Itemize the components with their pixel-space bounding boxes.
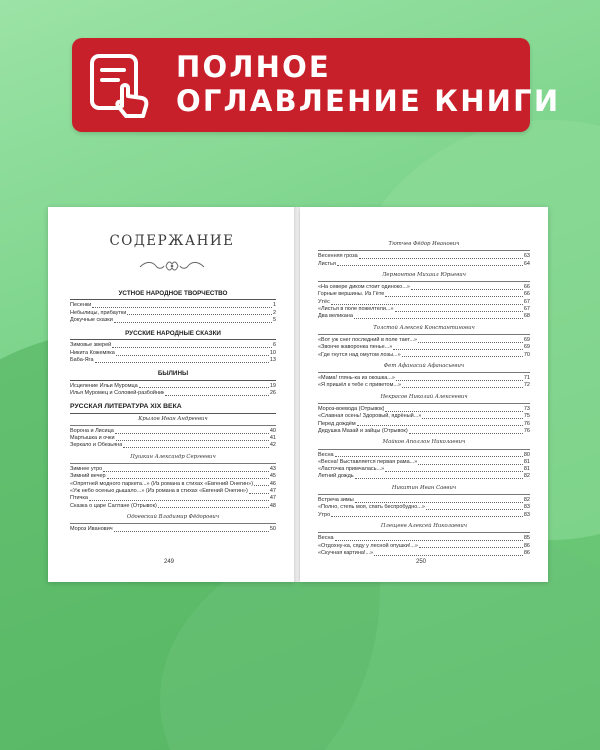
- toc-entry[interactable]: [70, 428, 276, 435]
- right-toc: [318, 241, 530, 557]
- entry-page: 76: [523, 420, 530, 427]
- entry-page: 81: [523, 466, 530, 473]
- author-name: Пушкин Александр Сергеевич: [70, 454, 276, 464]
- section-heading: УСТНОЕ НАРОДНОЕ ТВОРЧЕСТВО: [70, 290, 276, 300]
- entry-title: Дедушка Мазай и зайцы (Отрывок): [318, 427, 408, 434]
- toc-entry[interactable]: [318, 459, 530, 466]
- toc-entry[interactable]: [318, 344, 530, 351]
- entry-title: «Звонче жаворонка пенье...»: [318, 344, 393, 351]
- entry-title: Зимнее утро: [70, 466, 103, 473]
- toc-entry[interactable]: [70, 435, 276, 442]
- entry-page: 69: [523, 344, 530, 351]
- entry-title: Листья: [318, 260, 336, 267]
- section-heading: РУССКИЕ НАРОДНЫЕ СКАЗКИ: [70, 330, 276, 340]
- entry-page: 69: [523, 336, 530, 343]
- entry-title: Горные вершины. Из Гёте: [318, 291, 385, 298]
- entry-page: 85: [523, 535, 530, 542]
- page-number: 249: [164, 559, 175, 565]
- entry-title: «Полно, степь моя, спать беспробудно...»: [318, 504, 425, 511]
- entry-title: «Листья в поле пожелтели...»: [318, 306, 394, 313]
- toc-entry[interactable]: [70, 310, 276, 317]
- author-name: Никитин Иван Саввич: [318, 485, 530, 495]
- entry-title: «Опрятней модного паркета...» (Из романа в стихах «Евгений Онегин»): [70, 480, 254, 487]
- toc-entry[interactable]: [70, 526, 276, 533]
- toc-entry[interactable]: [70, 350, 276, 357]
- entry-page: 81: [523, 458, 530, 465]
- author-block: [318, 523, 530, 557]
- section-heading: БЫЛИНЫ: [70, 370, 276, 380]
- toc-entry[interactable]: [70, 495, 276, 502]
- toc-entry[interactable]: [318, 466, 530, 473]
- entry-page: 67: [523, 306, 530, 313]
- entry-title: Летний дождь: [318, 473, 354, 480]
- toc-entry[interactable]: [318, 299, 530, 306]
- toc-section: [70, 330, 276, 364]
- entry-title: «Весна! Выставляется первая рама...»: [318, 458, 418, 465]
- entry-title: «Уж небо осенью дышало...» (Из романа в стихах «Евгений Онегин»): [70, 487, 248, 494]
- entry-title: Небылицы, прибаутки: [70, 309, 127, 316]
- toc-entry[interactable]: [318, 261, 530, 268]
- author-block: [70, 514, 276, 534]
- entry-title: «Славная осень! Здоровый, ядрёный...»: [318, 413, 422, 420]
- open-book: [48, 207, 548, 582]
- entry-page: 75: [523, 413, 530, 420]
- entry-title: Мороз-воевода (Отрывок): [318, 406, 385, 413]
- entry-title: «Скучная картина!...»: [318, 549, 374, 556]
- entry-title: Птичка: [70, 495, 88, 502]
- document-hand-icon: [86, 50, 156, 120]
- left-page: [48, 207, 296, 582]
- entry-page: 70: [523, 351, 530, 358]
- entry-title: Зимний вечер: [70, 473, 106, 480]
- toc-entry[interactable]: [318, 413, 530, 420]
- toc-entry[interactable]: [318, 421, 530, 428]
- page-number: 250: [416, 559, 427, 565]
- entry-page: 83: [523, 504, 530, 511]
- author-block: [318, 394, 530, 435]
- entry-page: 19: [269, 382, 276, 389]
- entry-page: 86: [523, 549, 530, 556]
- entry-page: 72: [523, 382, 530, 389]
- author-block: [318, 241, 530, 268]
- entry-page: 26: [269, 389, 276, 396]
- toc-entry[interactable]: [318, 406, 530, 413]
- entry-title: Утёс: [318, 298, 330, 305]
- entry-title: Встреча зимы: [318, 497, 354, 504]
- entry-page: 66: [523, 291, 530, 298]
- entry-title: Песенки: [70, 302, 92, 309]
- author-name: Плещеев Алексей Николаевич: [318, 523, 530, 533]
- toc-entry[interactable]: [70, 442, 276, 449]
- author-name: Некрасов Николай Алексеевич: [318, 394, 530, 404]
- entry-title: «Мама! глянь-ка из окошка...»: [318, 375, 395, 382]
- entry-page: 47: [269, 495, 276, 502]
- entry-page: 71: [523, 375, 530, 382]
- entry-page: 2: [272, 309, 276, 316]
- entry-title: «Ласточка примчалась...»: [318, 466, 385, 473]
- author-block: [318, 439, 530, 480]
- author-block: [318, 325, 530, 359]
- entry-title: «Я пришёл к тебе с приветом...»: [318, 382, 402, 389]
- toc-title: СОДЕРЖАНИЕ: [109, 233, 235, 249]
- toc-entry[interactable]: [318, 543, 530, 550]
- toc-entry[interactable]: [318, 313, 530, 320]
- toc-entry[interactable]: [318, 375, 530, 382]
- entry-title: Никита Кожемяка: [70, 349, 115, 356]
- entry-page: 45: [269, 473, 276, 480]
- author-block: [318, 272, 530, 321]
- entry-title: Два великана: [318, 313, 353, 320]
- author-name: Одоевский Владимир Фёдорович: [70, 514, 276, 524]
- toc-entry[interactable]: [318, 512, 530, 519]
- toc-entry[interactable]: [318, 382, 530, 389]
- right-page: [300, 207, 548, 582]
- toc-entry[interactable]: [318, 253, 530, 260]
- toc-entry[interactable]: [318, 352, 530, 359]
- entry-page: 41: [269, 435, 276, 442]
- entry-title: Илья Муромец и Соловей-разбойник: [70, 389, 165, 396]
- entry-title: Утро: [318, 511, 331, 518]
- toc-entry[interactable]: [70, 503, 276, 510]
- entry-page: 5: [272, 316, 276, 323]
- entry-title: «Вот уж снег последний в поле тает...»: [318, 336, 418, 343]
- entry-title: Зимовье зверей: [70, 342, 112, 349]
- author-name: Майков Аполлон Николаевич: [318, 439, 530, 449]
- toc-entry[interactable]: [318, 452, 530, 459]
- entry-title: Весенняя гроза: [318, 253, 358, 260]
- entry-title: Мартышка и очки: [70, 435, 115, 442]
- entry-title: Весна: [318, 451, 334, 458]
- toc-entry[interactable]: [318, 504, 530, 511]
- entry-page: 6: [272, 342, 276, 349]
- toc-section: [70, 370, 276, 397]
- toc-section: [70, 290, 276, 324]
- promo-banner: [72, 38, 561, 132]
- entry-page: 10: [269, 349, 276, 356]
- author-block: [70, 454, 276, 510]
- toc-entry[interactable]: [318, 428, 530, 435]
- toc-entry[interactable]: [70, 390, 276, 397]
- entry-page: 82: [523, 473, 530, 480]
- toc-entry[interactable]: [318, 284, 530, 291]
- toc-entry[interactable]: [70, 473, 276, 480]
- entry-page: 86: [523, 542, 530, 549]
- toc-entry[interactable]: [70, 488, 276, 495]
- author-name: Крылов Иван Андреевич: [70, 416, 276, 426]
- entry-page: 48: [269, 502, 276, 509]
- entry-title: Весна: [318, 535, 334, 542]
- author-block: [318, 363, 530, 390]
- entry-page: 47: [269, 487, 276, 494]
- toc-entry[interactable]: [70, 383, 276, 390]
- entry-title: Перед дождём: [318, 420, 356, 427]
- entry-page: 73: [523, 406, 530, 413]
- banner-title: [176, 50, 560, 118]
- entry-page: 40: [269, 427, 276, 434]
- banner-title-line1: ПОЛНОЕ: [176, 50, 331, 84]
- toc-entry[interactable]: [318, 337, 530, 344]
- entry-page: 1: [272, 302, 276, 309]
- ornament-icon: [138, 259, 206, 273]
- entry-page: 43: [269, 466, 276, 473]
- entry-page: 50: [269, 526, 276, 533]
- toc-entry[interactable]: [318, 306, 530, 313]
- entry-page: 66: [523, 284, 530, 291]
- entry-title: Докучные сказки: [70, 316, 113, 323]
- author-name: Лермонтов Михаил Юрьевич: [318, 272, 530, 282]
- author-name: Толстой Алексей Константинович: [318, 325, 530, 335]
- toc-entry[interactable]: [70, 342, 276, 349]
- author-name: Тютчев Фёдор Иванович: [318, 241, 530, 251]
- toc-entry[interactable]: [318, 550, 530, 557]
- entry-page: 42: [269, 442, 276, 449]
- entry-page: 64: [523, 260, 530, 267]
- entry-page: 68: [523, 313, 530, 320]
- author-block: [318, 485, 530, 519]
- entry-title: Баба-Яга: [70, 357, 94, 364]
- author-block: [70, 416, 276, 450]
- entry-title: Исцеление Ильи Муромца: [70, 382, 138, 389]
- entry-title: Сказка о царе Салтане (Отрывок): [70, 502, 157, 509]
- toc-entry[interactable]: [70, 317, 276, 324]
- entry-page: 67: [523, 298, 530, 305]
- entry-title: Зеркало и Обезьяна: [70, 442, 123, 449]
- toc-entry[interactable]: [70, 466, 276, 473]
- entry-title: Ворона и Лисица: [70, 427, 114, 434]
- toc-entry[interactable]: [318, 291, 530, 298]
- entry-page: 46: [269, 480, 276, 487]
- left-toc: [70, 290, 276, 533]
- entry-title: Мороз Иванович: [70, 526, 113, 533]
- entry-title: «На севере диком стоит одиноко...»: [318, 284, 410, 291]
- toc-entry[interactable]: [318, 473, 530, 480]
- toc-entry[interactable]: [70, 302, 276, 309]
- entry-page: 63: [523, 253, 530, 260]
- toc-entry[interactable]: [70, 481, 276, 488]
- section-heading: РУССКАЯ ЛИТЕРАТУРА XIX ВЕКА: [70, 403, 276, 413]
- author-name: Фет Афанасий Афанасьевич: [318, 363, 530, 373]
- entry-page: 80: [523, 451, 530, 458]
- entry-title: «Отдохну-ка, сяду у лесной опушки!...»: [318, 542, 418, 549]
- entry-page: 13: [269, 357, 276, 364]
- entry-title: «Где гнутся над омутом лозы...»: [318, 351, 401, 358]
- toc-entry[interactable]: [318, 535, 530, 542]
- entry-page: 82: [523, 497, 530, 504]
- entry-page: 83: [523, 511, 530, 518]
- toc-entry[interactable]: [318, 497, 530, 504]
- banner-title-line2: ОГЛАВЛЕНИЕ КНИГИ: [176, 84, 561, 118]
- toc-entry[interactable]: [70, 357, 276, 364]
- entry-page: 76: [523, 427, 530, 434]
